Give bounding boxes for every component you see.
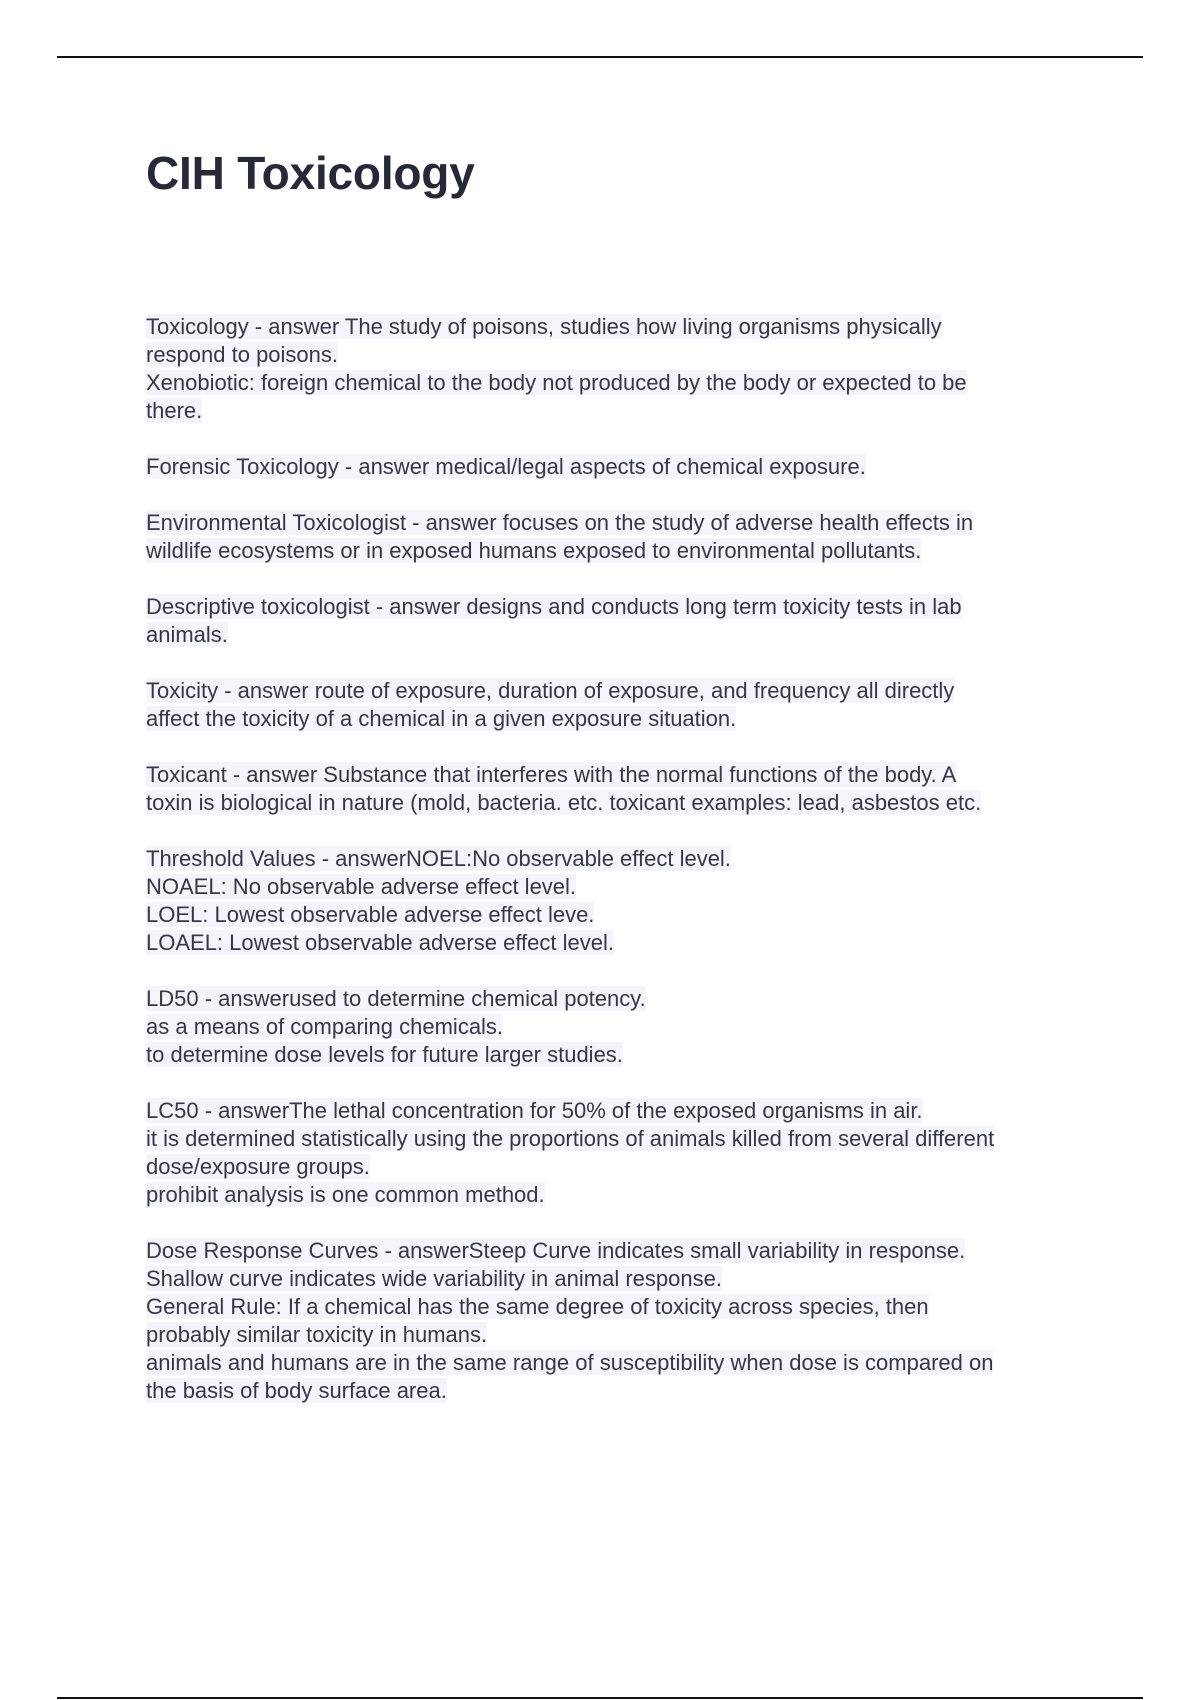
entry-line-text: as a means of comparing chemicals. <box>146 1014 504 1039</box>
entry-line <box>146 1041 1086 1069</box>
entry-line-text: Descriptive toxicologist - answer designs and conducts long term toxicity tests in lab <box>146 594 962 619</box>
entry-line <box>146 313 1086 341</box>
entry-line-text: Shallow curve indicates wide variability in animal response. <box>146 1266 722 1291</box>
entry-line-text: respond to poisons. <box>146 342 339 367</box>
entry-line-text: LC50 - answerThe lethal concentration for 50% of the exposed organisms in air. <box>146 1098 923 1123</box>
entry-line-text: prohibit analysis is one common method. <box>146 1182 545 1207</box>
entry-line <box>146 1321 1086 1349</box>
entry-line <box>146 1265 1086 1293</box>
entry-line <box>146 1181 1086 1209</box>
document-body <box>146 313 1086 1433</box>
qa-entry <box>146 985 1086 1069</box>
entry-line <box>146 593 1086 621</box>
entry-line-text: Dose Response Curves - answerSteep Curve indicates small variability in response. <box>146 1238 966 1263</box>
entry-line <box>146 453 1086 481</box>
entry-line <box>146 1237 1086 1265</box>
entry-line-text: General Rule: If a chemical has the same degree of toxicity across species, then <box>146 1294 929 1319</box>
entry-line <box>146 509 1086 537</box>
entry-line-text: dose/exposure groups. <box>146 1154 370 1179</box>
entry-line-text: Threshold Values - answerNOEL:No observable effect level. <box>146 846 731 871</box>
entry-line <box>146 929 1086 957</box>
entry-line-text: toxin is biological in nature (mold, bacteria. etc. toxicant examples: lead, asbestos etc. <box>146 790 982 815</box>
entry-line-text: there. <box>146 398 203 423</box>
entry-line <box>146 845 1086 873</box>
entry-line <box>146 705 1086 733</box>
entry-line <box>146 761 1086 789</box>
entry-line <box>146 1097 1086 1125</box>
entry-line <box>146 985 1086 1013</box>
entry-line <box>146 341 1086 369</box>
bottom-rule <box>57 1697 1143 1699</box>
qa-entry <box>146 593 1086 649</box>
qa-entry <box>146 845 1086 957</box>
entry-line <box>146 397 1086 425</box>
entry-line-text: Toxicity - answer route of exposure, duration of exposure, and frequency all directly <box>146 678 955 703</box>
entry-line-text: LOEL: Lowest observable adverse effect leve. <box>146 902 595 927</box>
page-title: CIH Toxicology <box>146 147 475 199</box>
qa-entry <box>146 677 1086 733</box>
entry-line <box>146 789 1086 817</box>
entry-line-text: the basis of body surface area. <box>146 1378 447 1403</box>
entry-line-text: it is determined statistically using the proportions of animals killed from several different <box>146 1126 995 1151</box>
entry-line-text: affect the toxicity of a chemical in a given exposure situation. <box>146 706 737 731</box>
qa-entry <box>146 761 1086 817</box>
entry-line <box>146 1125 1086 1153</box>
entry-line-text: Xenobiotic: foreign chemical to the body not produced by the body or expected to be <box>146 370 967 395</box>
qa-entry <box>146 1237 1086 1405</box>
entry-line-text: probably similar toxicity in humans. <box>146 1322 488 1347</box>
entry-line-text: NOAEL: No observable adverse effect level. <box>146 874 577 899</box>
entry-line <box>146 1153 1086 1181</box>
entry-line <box>146 621 1086 649</box>
qa-entry <box>146 509 1086 565</box>
top-rule <box>57 56 1143 58</box>
entry-line <box>146 1293 1086 1321</box>
entry-line-text: Toxicology - answer The study of poisons, studies how living organisms physically <box>146 314 942 339</box>
entry-line-text: to determine dose levels for future larger studies. <box>146 1042 623 1067</box>
entry-line-text: LD50 - answerused to determine chemical potency. <box>146 986 646 1011</box>
entry-line-text: Toxicant - answer Substance that interferes with the normal functions of the body. A <box>146 762 957 787</box>
entry-line <box>146 677 1086 705</box>
entry-line-text: LOAEL: Lowest observable adverse effect level. <box>146 930 614 955</box>
entry-line <box>146 1013 1086 1041</box>
entry-line-text: animals. <box>146 622 228 647</box>
entry-line <box>146 1377 1086 1405</box>
qa-entry <box>146 453 1086 481</box>
entry-line <box>146 1349 1086 1377</box>
entry-line <box>146 537 1086 565</box>
entry-line <box>146 873 1086 901</box>
entry-line-text: animals and humans are in the same range of susceptibility when dose is compared on <box>146 1350 994 1375</box>
entry-line <box>146 901 1086 929</box>
entry-line <box>146 369 1086 397</box>
entry-line-text: Environmental Toxicologist - answer focuses on the study of adverse health effects in <box>146 510 974 535</box>
entry-line-text: wildlife ecosystems or in exposed humans exposed to environmental pollutants. <box>146 538 922 563</box>
entry-line-text: Forensic Toxicology - answer medical/legal aspects of chemical exposure. <box>146 454 866 479</box>
qa-entry <box>146 313 1086 425</box>
qa-entry <box>146 1097 1086 1209</box>
